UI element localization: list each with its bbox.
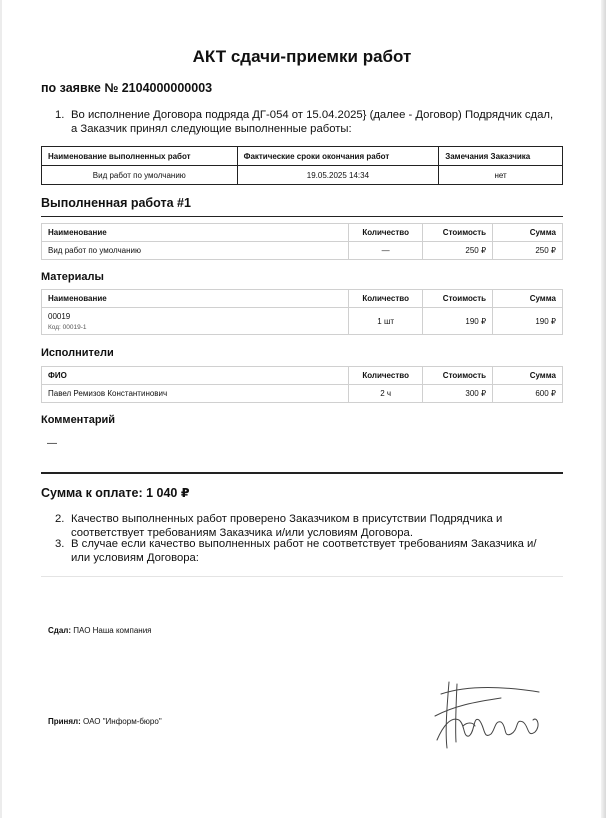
- clause-text: В случае если качество выполненных работ не соответствует требованиям Заказчика и/или условиям Договора:: [71, 538, 537, 564]
- table-cell: 190 ₽: [493, 308, 563, 335]
- table-header-cell: Наименование: [42, 290, 349, 308]
- material-code: Код: 00019-1: [48, 323, 87, 331]
- table-cell: 300 ₽: [423, 385, 493, 403]
- table-row: [42, 308, 563, 335]
- accepted-by: [48, 717, 162, 726]
- material-name: 00019: [48, 311, 71, 321]
- clause-text: Качество выполненных работ проверено Заказчиком в присутствии Подрядчика и соответствует требованиям Заказчика и/или условиям Договора.: [71, 513, 503, 539]
- handwritten-signature-icon: [429, 676, 549, 756]
- total-divider: [41, 472, 563, 474]
- table-cell: 250 ₽: [493, 242, 563, 260]
- table-header-cell: Сумма: [493, 290, 563, 308]
- table-header-cell: Количество: [349, 224, 423, 242]
- table-row: [42, 166, 563, 185]
- table-header-row: [42, 367, 563, 385]
- clause-text: Во исполнение Договора подряда ДГ-054 от 15.04.2025} (далее - Договор) Подрядчик сдал, а Заказчик принял следующие выполненные работы:: [71, 109, 554, 135]
- work-table: [41, 223, 563, 260]
- total-amount: Сумма к оплате: 1 040 ₽: [41, 486, 190, 500]
- executors-title: Исполнители: [41, 347, 114, 359]
- table-row: [42, 385, 563, 403]
- clause-number: 3.: [55, 538, 65, 550]
- table-header-row: [42, 290, 563, 308]
- clause-2: [55, 512, 555, 540]
- table-header-cell: Стоимость: [423, 367, 493, 385]
- handed-label: Сдал:: [48, 626, 72, 635]
- executors-table: [41, 366, 563, 403]
- works-summary-table: [41, 146, 563, 185]
- accepted-value: ОАО "Информ-бюро": [83, 717, 162, 726]
- clause-number: 2.: [55, 513, 65, 525]
- table-row: [42, 242, 563, 260]
- handed-by: [48, 626, 152, 635]
- table-header-cell: Количество: [349, 367, 423, 385]
- table-header-cell: Наименование выполненных работ: [42, 147, 238, 166]
- table-header-cell: Сумма: [493, 367, 563, 385]
- table-cell: 190 ₽: [423, 308, 493, 335]
- table-header-cell: Замечания Заказчика: [439, 147, 563, 166]
- signature-divider: [41, 576, 563, 577]
- table-header-cell: Стоимость: [423, 290, 493, 308]
- table-cell: 250 ₽: [423, 242, 493, 260]
- table-cell: 19.05.2025 14:34: [237, 166, 439, 185]
- clause-3: [55, 537, 555, 565]
- table-cell: 600 ₽: [493, 385, 563, 403]
- table-header-cell: ФИО: [42, 367, 349, 385]
- table-cell: Вид работ по умолчанию: [42, 166, 238, 185]
- accepted-label: Принял:: [48, 717, 81, 726]
- document-subtitle: по заявке № 2104000000003: [41, 81, 213, 95]
- table-cell: Павел Ремизов Константинович: [42, 385, 349, 403]
- table-cell: —: [349, 242, 423, 260]
- comment-title: Комментарий: [41, 414, 116, 426]
- table-header-row: [42, 224, 563, 242]
- table-cell: Вид работ по умолчанию: [42, 242, 349, 260]
- table-header-row: [42, 147, 563, 166]
- document-title: АКТ сдачи-приемки работ: [192, 47, 412, 66]
- table-header-cell: Стоимость: [423, 224, 493, 242]
- table-cell: 1 шт: [349, 308, 423, 335]
- page-edge-left: [0, 0, 2, 818]
- materials-table: [41, 289, 563, 335]
- table-header-cell: Количество: [349, 290, 423, 308]
- page-edge-right: [601, 0, 606, 818]
- table-cell: 2 ч: [349, 385, 423, 403]
- materials-title: Материалы: [41, 271, 104, 283]
- clause-number: 1.: [55, 109, 65, 121]
- work-section-title: Выполненная работа #1: [41, 196, 191, 210]
- table-header-cell: Наименование: [42, 224, 349, 242]
- clause-1: [55, 108, 555, 136]
- table-cell: [42, 308, 349, 335]
- handed-value: ПАО Наша компания: [73, 626, 152, 635]
- section-divider: [41, 216, 563, 217]
- comment-value: —: [47, 438, 57, 449]
- table-cell: нет: [439, 166, 563, 185]
- table-header-cell: Сумма: [493, 224, 563, 242]
- table-header-cell: Фактические сроки окончания работ: [237, 147, 439, 166]
